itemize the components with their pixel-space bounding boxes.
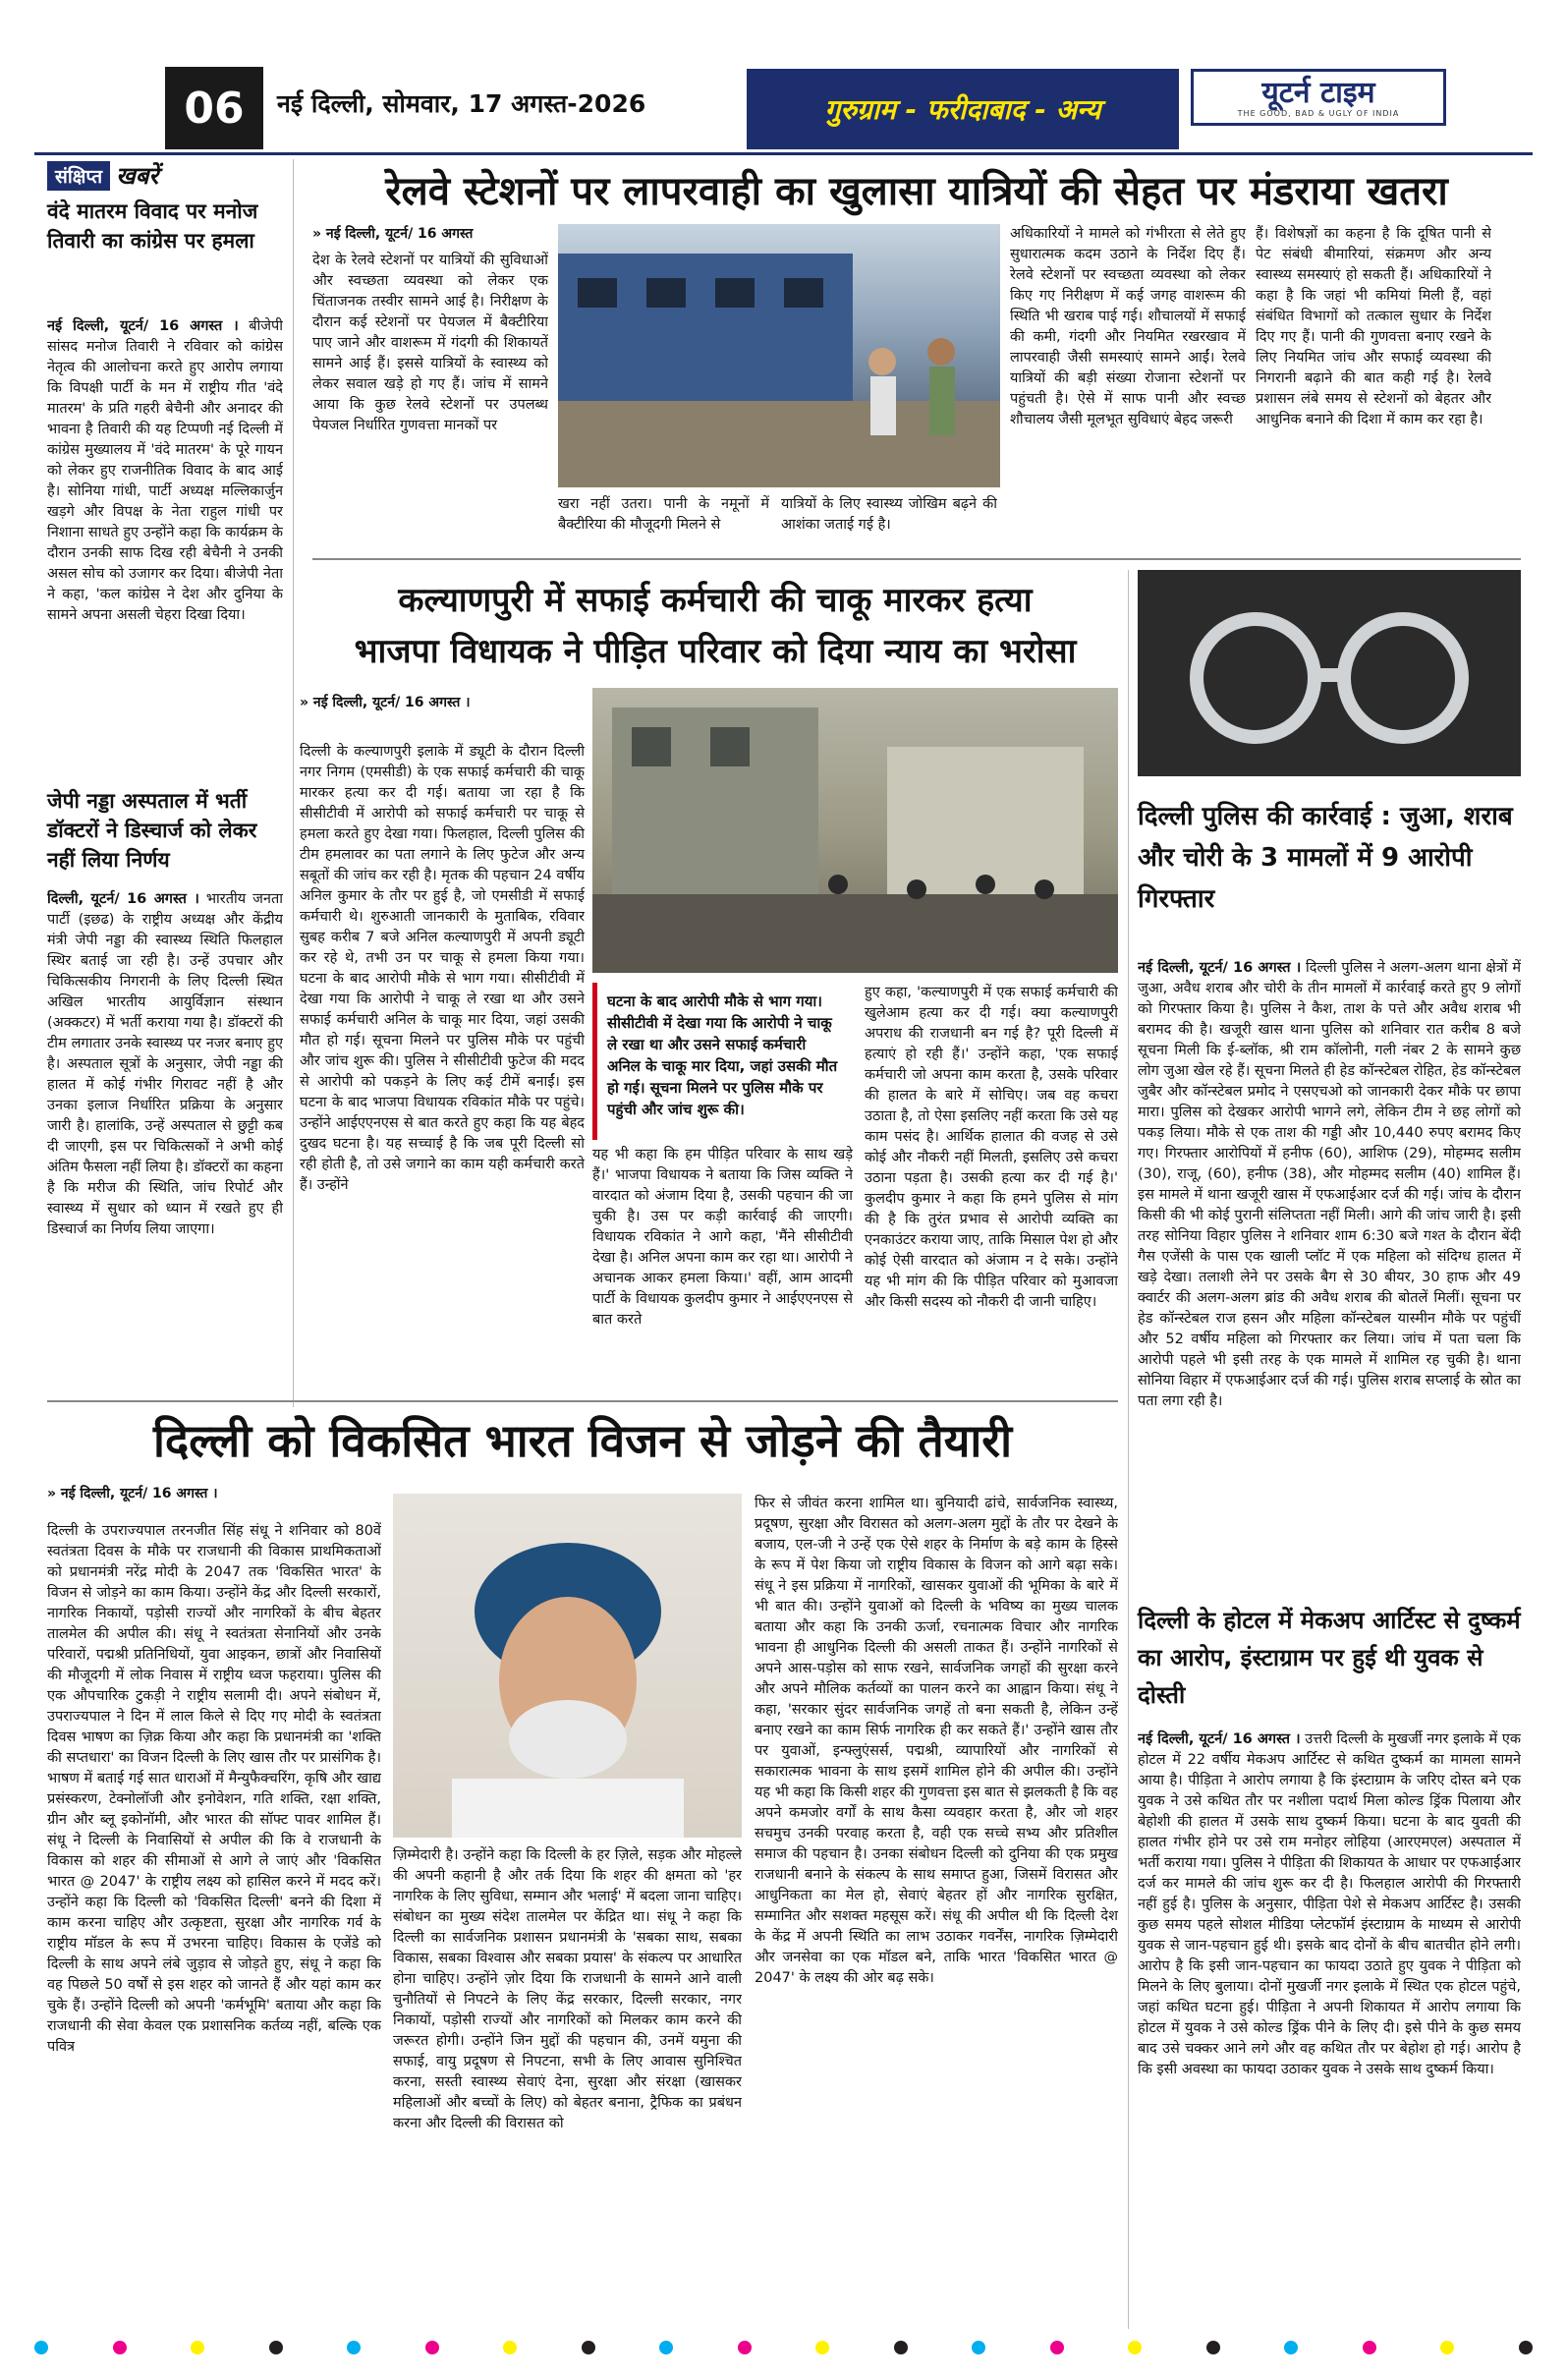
hotel-byline: नई दिल्ली, यूटर्न/ 16 अगस्त । — [1138, 1731, 1301, 1747]
kalyanpuri-photo — [592, 688, 1118, 973]
reg-dot — [425, 2341, 439, 2354]
viksit-col2: ज़िम्मेदारी है। उन्होंने कहा कि दिल्ली के हर ज़िले, सड़क और मोहल्ले की अपनी कहानी है और तर्क दिया कि शहर की क्षमता को 'हर नागरिक के लिए सुविधा, सम्मान और भलाई' में बदला जाना चाहिए। संबोधन का मुख्य संदेश तालमेल पर केंद्रित था। संधू ने कहा कि दिल्ली का सार्वजनिक प्रशासन प्रधानमंत्री के 'सबका साथ, सबका विकास, सबका विश्वास और सबका प्रयास' के संकल्प पर आधारित होना चाहिए। उन्होंने ज़ोर दिया कि राजधानी के सामने आने वाली चुनौतियों से निपटने के लिए केंद्र सरकार, दिल्ली सरकार, नगर निकायों, पड़ोसी राज्यों और नागरिकों को मिलकर काम करने की जरूरत होगी। उन्होंने जिन मुद्दों की पहचान की, उनमें यमुना की सफाई, वायु प्रदूषण से निपटना, सभी के लिए आवास सुनिश्चित करना, सस्ती स्वास्थ्य सेवाएं देना, सुरक्षा और संरक्षा (खासकर महिलाओं और बच्चों के लिए) को बेहतर बनाना, ट्रैफिक का प्रबंधन करना और दिल्ली की विरासत को — [393, 1847, 742, 2131]
reg-dot — [1440, 2341, 1454, 2354]
reg-dot — [738, 2341, 752, 2354]
railway-col1: देश के रेलवे स्टेशनों पर यात्रियों की सुविधाओं और स्वच्छता व्यवस्था को लेकर एक चिंताजनक तस्वीर सामने आई है। निरीक्षण के दौरान कई स्टेशनों पर पेयजल में बैक्टीरिया पाए जाने और वाशरूम में गंदगी की शिकायतें सामने आई हैं। इससे यात्रियों के स्वास्थ्य को लेकर सवाल खड़े हो गए हैं। जांच में सामने आया कि कुछ रेलवे स्टेशनों पर उपलब्ध पेयजल निर्धारित गुणवत्ता मानकों पर — [312, 253, 548, 433]
viksit-byline: » नई दिल्ली, यूटर्न/ 16 अगस्त । — [47, 1486, 218, 1502]
railway-divider — [312, 558, 1521, 560]
reg-dot — [815, 2341, 829, 2354]
reg-dot — [582, 2341, 595, 2354]
briefs-label-a: संक्षिप्त — [47, 161, 110, 191]
brand-tagline: THE GOOD, BAD & UGLY OF INDIA — [1237, 108, 1400, 118]
kalyanpuri-col2: यह भी कहा कि हम पीड़ित परिवार के साथ खड़े हैं।' भाजपा विधायक ने बताया कि जिस व्यक्ति ने वारदात को अंजाम दिया है, उसकी पहचान की जा चुकी है। उस पर कड़ी कार्रवाई की जाएगी। विधायक रविकांत ने आगे कहा, 'मैंने सीसीटीवी देखा है। अनिल अपना काम कर रहा था। आरोपी ने अचानक आकर हमला किया।' वहीं, आम आदमी पार्टी के विधायक कुलदीप कुमार ने आईएएनएस से बात करते — [592, 1147, 853, 1328]
kalyanpuri-caption: घटना के बाद आरोपी मौके से भाग गया। सीसीटीवी में देखा गया कि आरोपी ने चाकू ले रखा था और उसने सफाई कर्मचारी अनिल के चाकू मार दिया, जहां उसकी मौत हो गई। सूचना मिलने पर पुलिस मौके पर पहुंची और जांच शुरू की। — [592, 983, 853, 1140]
dateline: नई दिल्ली, सोमवार, 17 अगस्त-2026 — [277, 89, 646, 118]
reg-dot — [894, 2341, 908, 2354]
reg-dot — [1363, 2341, 1376, 2354]
kalyanpuri-title-1: कल्याणपुरी में सफाई कर्मचारी की चाकू मारकर हत्या — [398, 581, 1033, 620]
brief2-title: जेपी नड्डा अस्पताल में भर्ती डॉक्टरों ने डिस्चार्ज को लेकर नहीं लिया निर्णय — [47, 789, 257, 872]
briefs-label-b: खबरें — [116, 162, 159, 190]
railway-photo — [558, 224, 1000, 487]
reg-dot — [113, 2341, 127, 2354]
page-number: 06 — [165, 67, 263, 149]
crime-scene-illustration — [592, 688, 1118, 973]
brief2-text: भारतीय जनता पार्टी (इछढ) के राष्ट्रीय अध्यक्ष और केंद्रीय मंत्री जेपी नड्डा की स्वास्थ्य स्थिति फिलहाल स्थिर बताई जा रही है। उन्हें उपचार और चिकित्सकीय निगरानी के लिए दिल्ली स्थित अखिल भारतीय आयुर्विज्ञान संस्थान (अक्कटर) में भर्ती कराया गया है। डॉक्टरों की टीम लगातार उनके स्वास्थ्य पर नजर बनाए हुए है। अस्पताल सूत्रों के अनुसार, जेपी नड्डा की हालत में कोई गंभीर गिरावट नहीं है और उनका इलाज निर्धारित प्रक्रिया के अनुसार जारी है। हालांकि, उन्हें अस्पताल से छुट्टी कब दी जाएगी, इस पर चिकित्सकों ने अभी कोई अंतिम फैसला नहीं लिया है। डॉक्टरों का कहना है कि मरीज की स्थिति, जांच रिपोर्ट और स्वास्थ्य में सुधार को ध्यान में रखते हुए ही डिस्चार्ज का निर्णय लिया जाएगा। — [47, 891, 283, 1237]
portrait-illustration — [393, 1494, 742, 1838]
section-banner: गुरुग्राम - फरीदाबाद - अन्य — [747, 69, 1179, 149]
handcuffs-icon — [1138, 570, 1521, 776]
railway-col3: यात्रियों के लिए स्वास्थ्य जोखिम बढ़ने की आशंका जताई गई है। — [781, 496, 997, 533]
reg-dot — [1284, 2341, 1298, 2354]
viksit-col1: दिल्ली के उपराज्यपाल तरनजीत सिंह संधू ने शनिवार को 80वें स्वतंत्रता दिवस के मौके पर राजधानी की विकास प्राथमिकताओं को प्रधानमंत्री नरेंद्र मोदी के 2047 तक 'विकसित भारत' के विजन से जोड़ने का काम किया। उन्होंने केंद्र और दिल्ली सरकारों, नागरिक निकायों, पड़ोसी राज्यों और नागरिकों के बीच बेहतर तालमेल की अपील की। संधू ने स्वतंत्रता सेनानियों और उनके परिवारों, पद्मश्री प्रतिनिधियों, युवा आइकन, छात्रों और निवासियों की मौजूदगी में लोक निवास में राष्ट्रीय ध्वज फहराया। पुलिस की एक औपचारिक टुकड़ी ने राष्ट्रीय सलामी दी। अपने संबोधन में, उपराज्यपाल ने दिन में लाल किले से दिए गए मोदी के स्वतंत्रता दिवस भाषण का ज़िक्र किया और कहा कि प्रधानमंत्री का 'शक्ति की सप्तधारा' का विजन दिल्ली के लिए खास तौर पर प्रासंगिक है। भाषण में बताई गई सात धाराओं में मैन्युफैक्चरिंग, कृषि और खाद्य प्रसंस्करण, टेक्नोलॉजी और इनोवेशन, गति शक्ति, रक्षा शक्ति, ग्रीन और ब्लू इकोनॉमी, और भारत की सॉफ्ट पावर शामिल हैं। संधू ने दिल्ली के निवासियों से अपील की कि वे राजधानी के विकास को शहर की सीमाओं से आगे ले जाएं और 'विकसित भारत @ 2047' के राष्ट्रीय लक्ष्य को हासिल करने में मदद करें। उन्होंने कहा कि दिल्ली को 'विकसित दिल्ली' बनने की दिशा में काम करना चाहिए और उत्कृष्टता, सुरक्षा और नागरिक गर्व के राष्ट्रीय मॉडल के रूप में उभरना चाहिए। विकास के एजेंडे को दिल्ली के साथ अपने लंबे जुड़ाव से जोड़ते हुए, संधू ने कहा कि वह पिछले 50 वर्षों से इस शहर को जानते हैं और यहां काम कर चुके हैं। उन्होंने दिल्ली को अपनी 'कर्मभूमि' बताया और कहा कि राजधानी की सेवा केवल एक प्रशासनिक कर्तव्य नहीं, बल्कि एक पवित्र — [47, 1523, 381, 2055]
reg-dot — [1519, 2341, 1533, 2354]
color-registration-bar — [34, 2341, 1533, 2356]
reg-dot — [269, 2341, 283, 2354]
kalyanpuri-byline: » नई दिल्ली, यूटर्न/ 16 अगस्त । — [300, 695, 471, 710]
train-illustration — [558, 224, 1000, 487]
reg-dot — [1050, 2341, 1064, 2354]
viksit-col3: फिर से जीवंत करना शामिल था। बुनियादी ढांचे, सार्वजनिक स्वास्थ्य, प्रदूषण, सुरक्षा और विरासत को अलग-अलग मुद्दों के तौर पर देखने के बजाय, एल-जी ने उन्हें एक ऐसे शहर के निर्माण के बड़े काम के हिस्से के रूप में पेश किया जो राष्ट्रीय विकास के विजन को आगे बढ़ा सके। संधू ने इस प्रक्रिया में नागरिकों, खासकर युवाओं की भूमिका के बारे में भी बात की। उन्होंने युवाओं को दिल्ली के भविष्य का मुख्य चालक बताया और कहा कि उनकी ऊर्जा, रचनात्मक विचार और नागरिक भावना ही आधुनिक दिल्ली की असली ताकत हैं। उन्होंने नागरिकों से अपने आस-पड़ोस को साफ रखने, सार्वजनिक जगहों की सुरक्षा करने और अपने मौलिक कर्तव्यों का पालन करने का आह्वान किया। संधू ने कहा, 'सरकार सुंदर सार्वजनिक जगहें तो बना सकती है, लेकिन उन्हें बनाए रखने का काम सिर्फ नागरिक ही कर सकते हैं।' उन्होंने खास तौर पर युवाओं, इन्फ्लुएंसर्स, पद्मश्री, व्यापारियों और नागरिकों से सकारात्मक भावना के साथ इसमें शामिल होने की अपील की। उन्होंने यह भी कहा कि किसी शहर की गुणवत्ता इस बात से झलकती है कि वह अपने कमजोर वर्गों के साथ कैसा व्यवहार करता है, और जो शहर सचमुच उनकी परवाह करता है, वही एक सच्चे सभ्य और प्रतिशील समाज की पहचान है। उनका संबोधन दिल्ली को दुनिया की एक प्रमुख राजधानी बनाने के संकल्प के साथ समाप्त हुआ, जिसमें विरासत और आधुनिकता का मेल हो, सेवाएं बेहतर हों और नागरिक सुरक्षित, सम्मानित और सशक्त महसूस करें। संधू की अपील थी कि दिल्ली देश के केंद्र में अपनी स्थिति का लाभ उठाकर गवर्नेंस, नागरिक ज़िम्मेदारी और जनसेवा का एक मॉडल बने, ताकि भारत 'विकसित भारत @ 2047' के लक्ष्य की ओर बढ़ सके। — [755, 1496, 1118, 1986]
hotel-title: दिल्ली के होटल में मेकअप आर्टिस्ट से दुष्कर्म का आरोप, इंस्टाग्राम पर हुई थी युवक से दोस्ती — [1138, 1607, 1521, 1709]
police-byline: नई दिल्ली, यूटर्न/ 16 अगस्त । — [1138, 960, 1302, 976]
kalyanpuri-col1: दिल्ली के कल्याणपुरी इलाके में ड्यूटी के दौरान दिल्ली नगर निगम (एमसीडी) के एक सफाई कर्मचारी की चाकू मारकर हत्या कर दी गई। बताया जा रहा है कि सीसीटीवी में आरोपी को सफाई कर्मचारी पर चाकू से हमला करते हुए देखा गया। फिलहाल, दिल्ली पुलिस की टीम हमलावर का पता लगाने के लिए फुटेज और अन्य सबूतों की जांच कर रही है। मृतक की पहचान 24 वर्षीय अनिल कुमार के तौर पर हुई है, जो एमसीडी में सफाई कर्मचारी थे। शुरुआती जानकारी के मुताबिक, रविवार सुबह करीब 7 बजे अनिल कल्याणपुरी में अपनी ड्यूटी कर रहे थे, तभी उन पर चाकू से हमला किया गया। घटना के बाद आरोपी मौके से भाग गया। सीसीटीवी में देखा गया कि आरोपी ने चाकू ले रखा था और उसने सफाई कर्मचारी अनिल के चाकू मार दिया, जहां उसकी मौत हो गई। सूचना मिलने पर पुलिस मौके पर पहुंची और जांच शुरू की। पुलिस ने सीसीटीवी फुटेज की मदद से आरोपी को पकड़ने के लिए कई टीमें बनाईं। इस घटना के बाद भाजपा विधायक रविकांत मौके पर पहुंचे। उन्होंने आईएएनएस से बात करते हुए कहा कि यह बेहद दुखद घटना है। यह सच्चाई है कि जब पूरी दिल्ली सो रही होती है, तो उसे जगाने का काम यही कर्मचारी करते हैं। उन्होंने — [300, 744, 585, 1193]
masthead-rule — [34, 152, 1533, 155]
viksit-title: दिल्ली को विकसित भारत विजन से जोड़ने की तैयारी — [152, 1414, 1013, 1467]
hotel-body — [1138, 1729, 1521, 2324]
right-column-divider — [1128, 570, 1129, 2329]
reg-dot — [659, 2341, 673, 2354]
brief1-text: बीजेपी सांसद मनोज तिवारी ने रविवार को कांग्रेस नेतृत्व की आलोचना करते हुए आरोप लगाया कि विपक्षी पार्टी के मन में राष्ट्रीय गीत 'वंदे मातरम' के प्रति गहरी बेचैनी और अनादर की भावना है तिवारी की यह टिप्पणी नई दिल्ली में कांग्रेस मुख्यालय में 'वंदे मातरम' के पूरे गायन को लेकर हुए राजनीतिक विवाद के बाद आई है। सोनिया गांधी, पार्टी अध्यक्ष मल्लिकार्जुन खड़गे और विपक्ष के नेता राहुल गांधी पर निशाना साधते हुए उन्होंने कहा कि कार्यक्रम के दौरान उनकी साफ दिख रही बेचैनी ने उनकी असल सोच को उजागर कर दिया। बीजेपी नेता ने कहा, 'कल कांग्रेस ने देश और दुनिया के सामने अपना असली चेहरा दिखा दिया। — [47, 318, 283, 623]
brief2-byline: दिल्ली, यूटर्न/ 16 अगस्त । — [47, 891, 199, 907]
railway-title: रेलवे स्टेशनों पर लापरवाही का खुलासा यात्रियों की सेहत पर मंडराया खतरा — [385, 169, 1448, 214]
reg-dot — [347, 2341, 361, 2354]
briefs-label — [47, 159, 158, 192]
reg-dot — [1128, 2341, 1142, 2354]
kalyanpuri-col3: हुए कहा, 'कल्याणपुरी में एक सफाई कर्मचारी की खुलेआम हत्या कर दी गई। क्या कल्याणपुरी अपराध की राजधानी बन गई है? पूरी दिल्ली में हत्याएं हो रही हैं।' उन्होंने कहा, 'एक सफाई कर्मचारी जो अपना काम करता है, उसके परिवार की हालत के बारे में सोचिए। जब वह कचरा उठाता है, तो ऐसा इसलिए नहीं करता कि उसे यह काम पसंद है। आर्थिक हालात की वजह से उसे कोई और नौकरी नहीं मिलती, इसलिए उसे कचरा उठाना पड़ता है। उसकी हत्या कर दी गई है।' कुलदीप कुमार ने कहा कि हमने पुलिस से मांग की है कि तुरंत प्रभाव से आरोपी व्यक्ति का एनकाउंटर कराया जाए, ताकि मिसाल पेश हो और कोई ऐसी वारदात को अंजाम न दे सके। उन्होंने यह भी मांग की कि पीड़ित परिवार को मुआवजा और किसी सदस्य को नौकरी दी जानी चाहिए। — [865, 985, 1118, 1310]
brand-logo — [1191, 69, 1446, 126]
police-title: दिल्ली पुलिस की कार्रवाई : जुआ, शराब और चोरी के 3 मामलों में 9 आरोपी गिरफ्तार — [1138, 802, 1513, 914]
reg-dot — [1206, 2341, 1220, 2354]
lg-portrait-photo — [393, 1494, 742, 1838]
hotel-text: उत्तरी दिल्ली के मुखर्जी नगर इलाके में एक होटल में 22 वर्षीय मेकअप आर्टिस्ट से कथित दुष्कर्म का मामला सामने आया है। पीड़िता ने आरोप लगाया है कि इंस्टाग्राम के जरिए दोस्त बने एक युवक ने उसे कथित तौर पर नशीला पदार्थ मिला कोल्ड ड्रिंक पिलाया और बेहोशी की हालत में उसके साथ दुष्कर्म किया। घटना के बाद युवती की हालत गंभीर होने पर उसे राम मनोहर लोहिया (आरएमएल) अस्पताल में भर्ती कराया गया। पुलिस ने पीड़िता की शिकायत के आधार पर एफआईआर दर्ज कर मामले की जांच शुरू कर दी है। फिलहाल आरोपी की गिरफ्तारी नहीं हुई है। पुलिस के अनुसार, पीड़िता पेशे से मेकअप आर्टिस्ट है। उसकी कुछ समय पहले सोशल मीडिया प्लेटफॉर्म इंस्टाग्राम के माध्यम से आरोपी युवक से जान-पहचान हुई थी। इसके बाद दोनों के बीच बातचीत होने लगी। आरोप है कि इसी जान-पहचान का फायदा उठाते हुए युवक ने पीड़िता को मिलने के लिए बुलाया। दोनों मुखर्जी नगर इलाके में स्थित एक होटल पहुंचे, जहां कथित घटना हुई। पीड़िता ने अपनी शिकायत में आरोप लगाया कि होटल में युवक ने उसे कोल्ड ड्रिंक पीने के लिए दी। इसे पीने के कुछ समय बाद उसे चक्कर आने लगे और वह कथित तौर पर बेहोश हो गई। आरोप है कि इसी अवस्था का फायदा उठाकर युवक ने उसके साथ दुष्कर्म किया। — [1138, 1731, 1521, 2077]
brief2-body — [47, 889, 283, 1390]
reg-dot — [191, 2341, 204, 2354]
handcuffs-photo — [1138, 570, 1521, 776]
brief1-title: वंदे मातरम विवाद पर मनोज तिवारी का कांग्रेस पर हमला — [47, 199, 258, 253]
railway-col5: हैं। विशेषज्ञों का कहना है कि दूषित पानी से पेट संबंधी बीमारियां, संक्रमण और अन्य स्वास्थ्य समस्याएं हो सकती हैं। अधिकारियों ने कहा है कि जहां भी कमियां मिली हैं, वहां संबंधित विभागों को तत्काल सुधार के निर्देश दिए गए हैं। पानी की गुणवत्ता बनाए रखने के लिए नियमित जांच और सफाई व्यवस्था की निगरानी बढ़ाने की बात कही गई है। रेलवे प्रशासन लंबे समय से स्टेशनों को बेहतर और आधुनिक बनाने की दिशा में काम कर रहा है। — [1256, 226, 1491, 427]
viksit-top-rule — [47, 1400, 1118, 1402]
left-column-divider — [293, 159, 294, 1407]
brand-name: यूटर्न टाइम — [1261, 75, 1375, 110]
kalyanpuri-title-2: भाजपा विधायक ने पीड़ित परिवार को दिया न्याय का भरोसा — [354, 632, 1077, 671]
railway-col2: खरा नहीं उतरा। पानी के नमूनों में बैक्टीरिया की मौजूदगी मिलने से — [558, 496, 769, 533]
brief1-body — [47, 316, 283, 778]
railway-byline: » नई दिल्ली, यूटर्न/ 16 अगस्त — [312, 226, 474, 242]
police-body — [1138, 958, 1521, 1595]
reg-dot — [972, 2341, 985, 2354]
railway-col4: अधिकारियों ने मामले को गंभीरता से लेते हुए सुधारात्मक कदम उठाने के निर्देश दिए हैं। रेलवे स्टेशनों पर स्वच्छता व्यवस्था को लेकर किए गए निरीक्षण में कई जगह वाशरूम की स्थिति भी खराब पाई गई। शौचालयों में सफाई की कमी, गंदगी और नियमित रखरखाव में लापरवाही जैसी समस्याएं सामने आईं। रेलवे यात्रियों की बड़ी संख्या रोजाना स्टेशनों पर पहुंचती है। ऐसे में साफ पानी और स्वच्छ शौचालय जैसी मूलभूत सुविधाएं बेहद जरूरी — [1010, 226, 1246, 427]
police-text: दिल्ली पुलिस ने अलग-अलग थाना क्षेत्रों में जुआ, अवैध शराब और चोरी के तीन मामलों में कार्रवाई करते हुए 9 लोगों को गिरफ्तार किया है। पुलिस ने कैश, ताश के पत्ते और अवैध शराब भी बरामद की है। खजूरी खास थाना पुलिस को शनिवार रात करीब 8 बजे सूचना मिली कि ई-ब्लॉक, श्री राम कॉलोनी, गली नंबर 2 के सामने कुछ लोग जुआ खेल रहे हैं। सूचना मिलते ही हेड कॉन्स्टेबल रोहित, हेड कॉन्स्टेबल जुबैर और कॉन्स्टेबल प्रमोद ने एसएचओ को जानकारी देकर मौके पर छापा मारा। पुलिस को देखकर आरोपी भागने लगे, लेकिन टीम ने छह लोगों को पकड़ लिया। मौके से एक ताश की गड्डी और 10,440 रुपए बरामद किए गए। गिरफ्तार आरोपियों में हनीफ (60), आशिफ (29), मोहम्मद सलीम (30), राजू, (60), हनीफ (38), और मोहम्मद सलीम (40) शामिल हैं। इस मामले में थाना खजूरी खास में एफआईआर दर्ज की गई। जांच के दौरान किसी की भी कोई पुरानी संलिप्तता नहीं मिली। आगे की जांच जारी है। इसी तरह सोनिया विहार पुलिस ने शनिवार शाम 6:30 बजे गश्त के दौरान बेंदी गैस एजेंसी के पास एक खाली प्लॉट में एक महिला को संदिग्ध हालत में खड़े देखा। तलाशी लेने पर उसके बैग से 30 बीयर, 30 हाफ और 49 क्वार्टर की अलग-अलग ब्रांड की अवैध शराब की बोतलें मिलीं। सूचना पर हेड कॉन्स्टेबल राज हसन और महिला कॉन्स्टेबल यास्मीन मौके पर पहुंचीं और 52 वर्षीय महिला को गिरफ्तार कर लिया। जांच में पता चला कि आरोपी पहले भी इसी तरह के एक मामले में शामिल रह चुकी है। थाना सोनिया विहार में एफआईआर दर्ज की गई। पुलिस शराब सप्लाई के स्रोत का पता लगा रही है। — [1138, 960, 1521, 1409]
brief1-byline: नई दिल्ली, यूटर्न/ 16 अगस्त । — [47, 318, 239, 334]
reg-dot — [34, 2341, 48, 2354]
reg-dot — [503, 2341, 517, 2354]
